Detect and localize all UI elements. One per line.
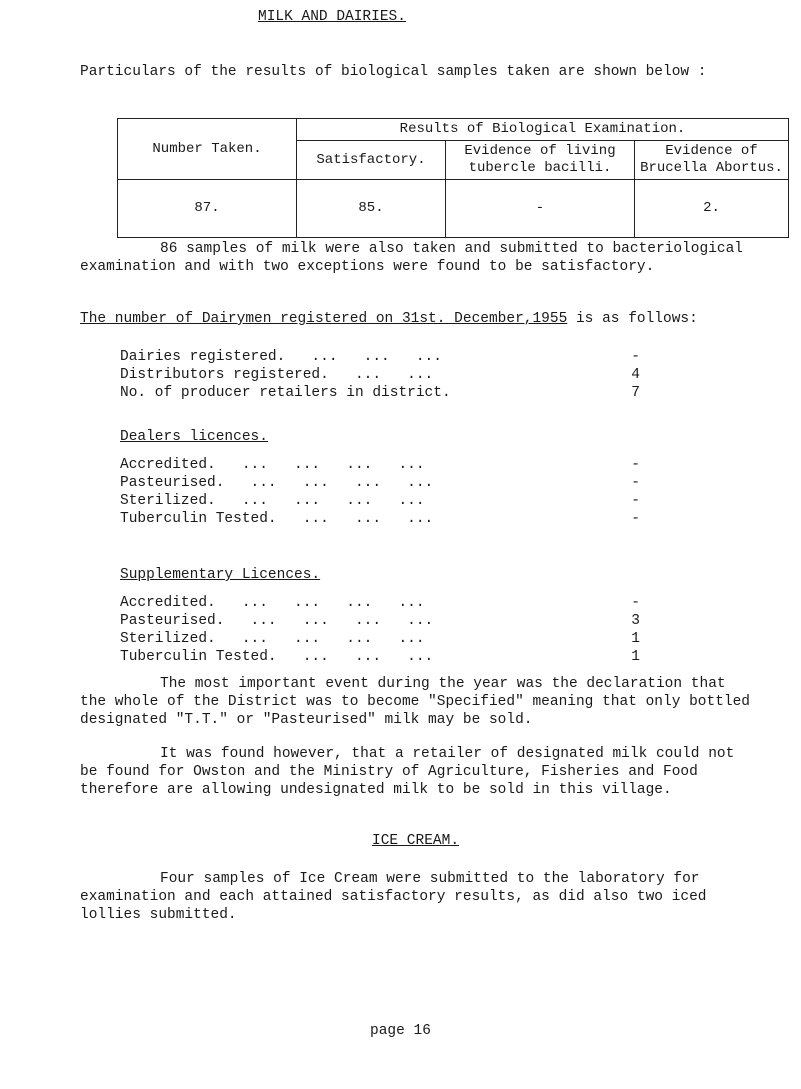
dairymen-heading-suffix: is as follows: bbox=[575, 311, 698, 327]
dealers-heading: Dealers licences. bbox=[120, 429, 268, 445]
ice-cream-heading: ICE CREAM. bbox=[372, 833, 460, 849]
dealers-list bbox=[120, 456, 640, 528]
registrations-list bbox=[120, 348, 640, 402]
ice-cream-paragraph: Four samples of Ice Cream were submitted to the laboratory for examination and each attained satisfactory results, as did also two iced lollies submitted. bbox=[80, 871, 707, 923]
page-title: MILK AND DAIRIES. bbox=[258, 9, 406, 25]
retailer-paragraph: It was found however, that a retailer of designated milk could not be found for Owston and the Ministry of Agriculture, Fisheries and Food therefore are allowing undesignated milk to be sold in this village. bbox=[80, 746, 735, 798]
cell-brucella: 2. bbox=[635, 180, 789, 238]
results-table bbox=[117, 118, 789, 238]
declaration-paragraph: The most important event during the year was the declaration that the whole of the District was to become "Specified" meaning that only bottled designated "T.T." or "Pasteurised" milk may be sold. bbox=[80, 676, 751, 728]
dairymen-heading-line bbox=[80, 310, 780, 328]
cell-number: 87. bbox=[118, 180, 297, 238]
list-item: Accredited. ... ... ... ... - bbox=[120, 595, 640, 611]
cell-satisfactory: 85. bbox=[297, 180, 446, 238]
col-header-brucella: Evidence of Brucella Abortus. bbox=[635, 141, 789, 180]
intro-text: Particulars of the results of biological samples taken are shown below : bbox=[80, 64, 707, 80]
list-item: Tuberculin Tested. ... ... ... - bbox=[120, 511, 640, 527]
col-header-number: Number Taken. bbox=[118, 119, 297, 180]
cell-tubercle: - bbox=[446, 180, 635, 238]
list-item: Pasteurised. ... ... ... ... 3 bbox=[120, 613, 640, 629]
col-header-results: Results of Biological Examination. bbox=[297, 119, 789, 141]
list-item: Distributors registered. ... ... 4 bbox=[120, 367, 640, 383]
page-number: page 16 bbox=[370, 1023, 431, 1039]
col-header-tubercle: Evidence of living tubercle bacilli. bbox=[446, 141, 635, 180]
supplementary-list bbox=[120, 594, 640, 666]
list-item: Sterilized. ... ... ... ... - bbox=[120, 493, 640, 509]
list-item: Accredited. ... ... ... ... - bbox=[120, 457, 640, 473]
bacteriological-paragraph: 86 samples of milk were also taken and submitted to bacteriological examination and with two exceptions were found to be satisfactory. bbox=[80, 241, 743, 275]
col-header-satisfactory: Satisfactory. bbox=[297, 141, 446, 180]
supplementary-heading: Supplementary Licences. bbox=[120, 567, 321, 583]
list-item: Dairies registered. ... ... ... - bbox=[120, 349, 640, 365]
list-item: Pasteurised. ... ... ... ... - bbox=[120, 475, 640, 491]
dairymen-heading: The number of Dairymen registered on 31st. December,1955 bbox=[80, 311, 568, 327]
list-item: Sterilized. ... ... ... ... 1 bbox=[120, 631, 640, 647]
list-item: Tuberculin Tested. ... ... ... 1 bbox=[120, 649, 640, 665]
list-item: No. of producer retailers in district. 7 bbox=[120, 385, 640, 401]
